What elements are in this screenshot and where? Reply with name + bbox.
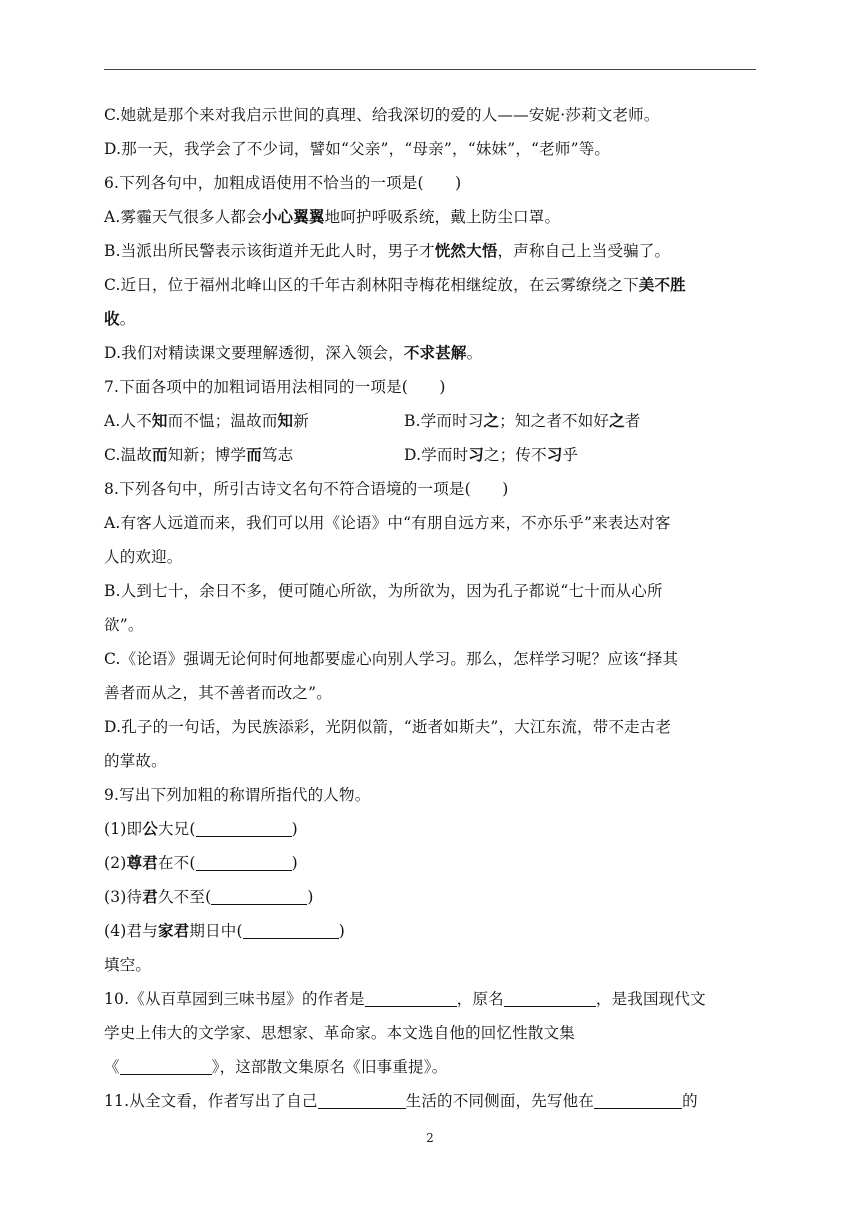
- answer-blank[interactable]: [318, 1091, 406, 1109]
- answer-blank[interactable]: [365, 989, 457, 1007]
- bold-idiom: 不求甚解: [403, 343, 467, 362]
- option-8d-cont: 的掌故。: [104, 752, 167, 770]
- question-11: 11.从全文看，作者写出了自己 生活的不同侧面，先写他在 的: [104, 1092, 698, 1110]
- fill-in-heading: 填空。: [104, 956, 152, 974]
- option-8c: C.《论语》强调无论何时何地都要虚心向别人学习。那么，怎样学习呢？应该“择其: [104, 650, 679, 668]
- option-8d: D.孔子的一句话，为民族添彩，光阴似箭，“逝者如斯夫”，大江东流，带不走古老: [104, 718, 672, 736]
- option-6c: C.近日，位于福州北峰山区的千年古刹林阳寺梅花相继绽放，在云雾缭绕之下美不胜: [104, 275, 686, 294]
- options-7cd: [104, 438, 756, 472]
- answer-blank[interactable]: [243, 921, 339, 939]
- answer-blank[interactable]: [120, 1057, 212, 1075]
- option-7d: D.学而时习之；传不习乎: [404, 445, 579, 464]
- option-8a: A.有客人远道而来，我们可以用《论语》中“有朋自远方来，不亦乐乎”来表达对客: [104, 514, 671, 532]
- question-8: 8.下列各句中，所引古诗文名句不符合语境的一项是( ): [104, 480, 509, 498]
- question-10-cont2: 《 》，这部散文集原名《旧事重提》。: [104, 1058, 448, 1076]
- bold-idiom: 收: [104, 309, 120, 328]
- option-7b: B.学而时习之；知之者不如好之者: [404, 411, 641, 430]
- answer-blank[interactable]: [594, 1091, 682, 1109]
- option-8b-cont: 欲”。: [104, 616, 144, 634]
- document-body: [104, 98, 756, 1118]
- option-8c-cont: 善者而从之，其不善者而改之”。: [104, 684, 332, 702]
- option-6a: A.雾霾天气很多人都会小心翼翼地呵护呼吸系统，戴上防尘口罩。: [104, 207, 561, 226]
- option-5c: C.她就是那个来对我启示世间的真理、给我深切的爱的人——安妮·莎莉文老师。: [104, 106, 660, 124]
- option-6b: B.当派出所民警表示该街道并无此人时，男子才恍然大悟，声称自己上当受骗了。: [104, 241, 671, 260]
- page-number: 2: [426, 1131, 434, 1145]
- option-7c: C.温故而知新；博学而笃志: [104, 445, 294, 464]
- item-9-1: (1)即公大兄( ): [104, 819, 298, 838]
- option-7a: A.人不知而不愠；温故而知新: [104, 411, 309, 430]
- question-10: 10.《从百草园到三味书屋》的作者是 ，原名 ，是我国现代文: [104, 990, 706, 1008]
- item-9-2: (2)尊君在不( ): [104, 853, 298, 872]
- answer-blank[interactable]: [196, 819, 292, 837]
- header-rule: [104, 69, 756, 70]
- item-9-3: (3)待君久不至( ): [104, 887, 314, 906]
- answer-blank[interactable]: [504, 989, 596, 1007]
- option-8a-cont: 人的欢迎。: [104, 548, 183, 566]
- bold-idiom: 小心翼翼: [261, 207, 325, 226]
- bold-idiom: 恍然大悟: [434, 241, 498, 260]
- question-6: 6.下列各句中，加粗成语使用不恰当的一项是( ): [104, 174, 462, 192]
- question-7: 7.下面各项中的加粗词语用法相同的一项是( ): [104, 378, 446, 396]
- item-9-4: (4)君与家君期日中( ): [104, 921, 345, 940]
- answer-blank[interactable]: [196, 853, 292, 871]
- option-6c-cont: 收。: [104, 309, 136, 328]
- answer-blank[interactable]: [211, 887, 307, 905]
- option-5d: D.那一天，我学会了不少词，譬如“父亲”，“母亲”，“妹妹”，“老师”等。: [104, 140, 611, 158]
- question-9: 9.写出下列加粗的称谓所指代的人物。: [104, 786, 371, 804]
- option-8b: B.人到七十，余日不多，便可随心所欲，为所欲为，因为孔子都说“七十而从心所: [104, 582, 663, 600]
- options-7ab: [104, 404, 756, 438]
- question-10-cont: 学史上伟大的文学家、思想家、革命家。本文选自他的回忆性散文集: [104, 1024, 576, 1042]
- bold-idiom: 美不胜: [638, 275, 686, 294]
- option-6d: D.我们对精读课文要理解透彻，深入领会，不求甚解。: [104, 343, 483, 362]
